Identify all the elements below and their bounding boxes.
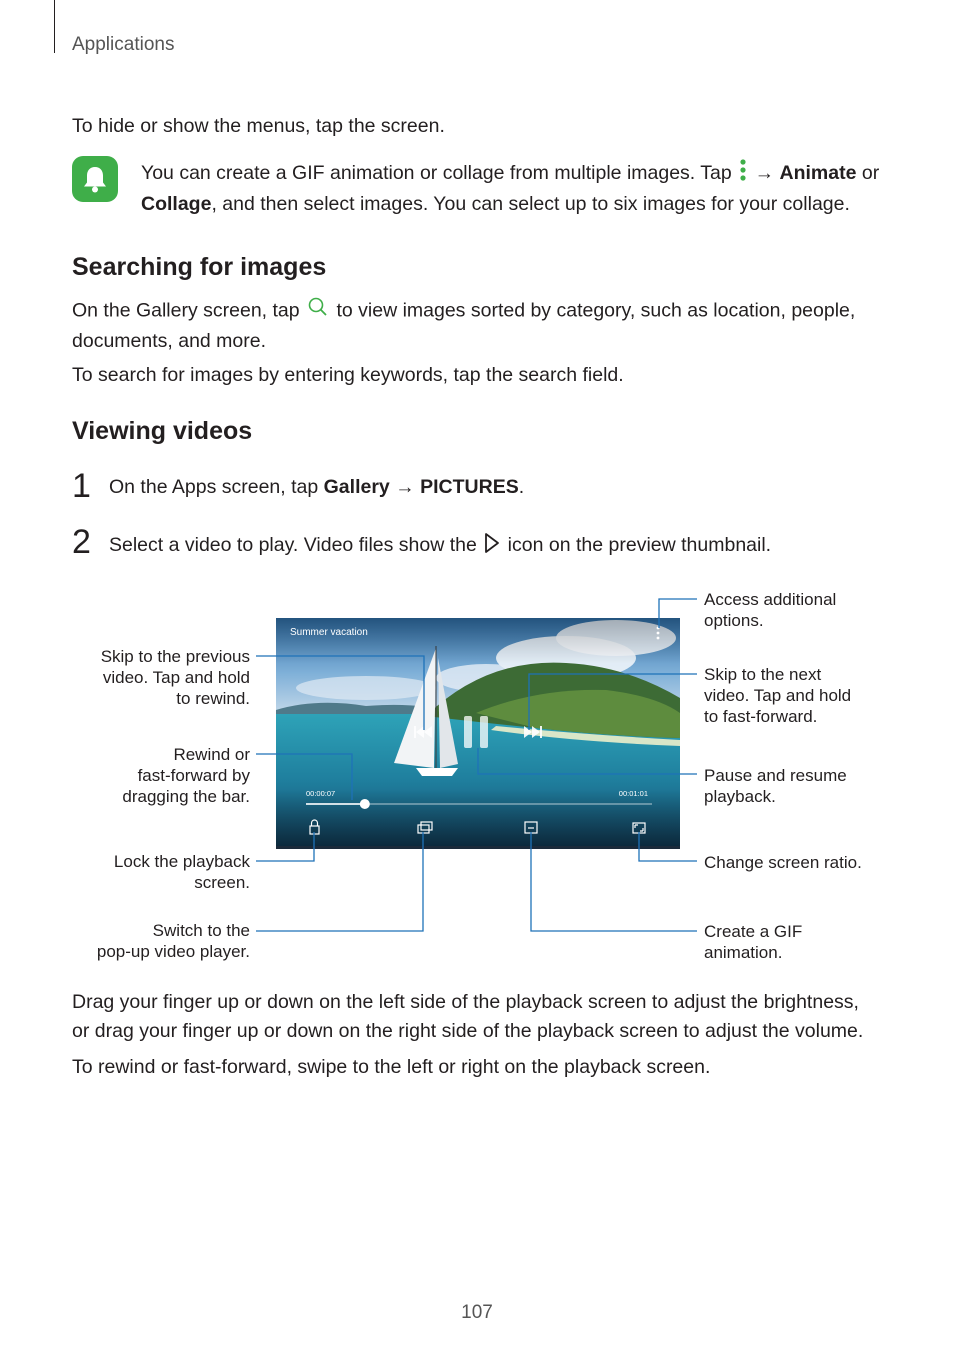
gallery-term: Gallery xyxy=(323,476,390,498)
callout-line-popup xyxy=(256,832,423,931)
callout-line-lock xyxy=(256,832,314,861)
page-number: 107 xyxy=(461,1302,493,1323)
video-title: Summer vacation xyxy=(290,627,368,638)
note-line1: You can create a GIF animation or collage from multiple images. Tap xyxy=(141,162,732,185)
callout-access-options xyxy=(704,589,904,631)
outro-paragraph-2: To rewind or fast-forward, swipe to the left or right on the playback screen. xyxy=(72,1056,711,1078)
callout-skip-previous xyxy=(50,646,250,709)
callout-screen-ratio xyxy=(704,852,924,873)
callout-line-gif xyxy=(531,832,697,931)
outro-line: or drag your finger up or down on the right side of the playback screen to adjust the volume. xyxy=(72,1020,864,1042)
arrow-text: → xyxy=(749,162,780,185)
step1-pre: On the Apps screen, tap xyxy=(109,476,324,498)
callout-gif xyxy=(704,921,904,963)
callout-line: dragging the bar. xyxy=(122,787,250,806)
step1-post: . xyxy=(518,476,525,498)
callout-line: options. xyxy=(704,611,764,630)
or-text: or xyxy=(856,162,880,185)
heading-searching-images: Searching for images xyxy=(72,253,327,281)
callout-line: to rewind. xyxy=(176,689,250,708)
callout-rewind-bar xyxy=(50,744,250,807)
step2-pre: Select a video to play. Video files show the xyxy=(109,534,477,557)
elapsed-time: 00:00:07 xyxy=(306,789,336,798)
callout-line: Create a GIF xyxy=(704,922,803,941)
callout-pause-resume xyxy=(704,765,904,807)
search-p1-line2: documents, and more. xyxy=(72,330,267,352)
callout-line-pause xyxy=(478,748,697,774)
step1-arrow: → xyxy=(389,476,421,498)
callout-line: Change screen ratio. xyxy=(704,853,862,872)
callout-line: Access additional xyxy=(704,590,837,609)
collage-term: Collage xyxy=(141,193,212,215)
callout-line-next xyxy=(529,674,697,730)
callout-skip-next xyxy=(704,664,904,727)
callout-line: Pause and resume xyxy=(704,766,847,785)
callout-line-prev xyxy=(256,656,424,730)
callout-line: Lock the playback xyxy=(113,852,250,871)
intro-paragraph: To hide or show the menus, tap the screen. xyxy=(72,115,445,137)
step-number-1: 1 xyxy=(72,467,91,505)
search-p1-pre: On the Gallery screen, tap xyxy=(72,299,300,322)
running-header: Applications xyxy=(72,34,175,55)
callout-line: Rewind or xyxy=(173,745,250,764)
callout-line-rewind xyxy=(256,754,352,800)
total-time: 00:01:01 xyxy=(618,789,648,798)
callout-line: pop-up video player. xyxy=(96,942,250,961)
callout-lock xyxy=(50,851,250,893)
callout-line: video. Tap and hold xyxy=(704,686,852,705)
search-paragraph-2: To search for images by entering keywords, tap the search field. xyxy=(72,364,624,386)
step2-post: icon on the preview thumbnail. xyxy=(502,534,772,557)
animate-term: Animate xyxy=(779,162,857,185)
callout-line: Skip to the next xyxy=(704,665,822,684)
step-number-2: 2 xyxy=(72,523,91,561)
callout-line: Skip to the previous xyxy=(100,647,250,666)
callout-line: animation. xyxy=(704,943,783,962)
callout-line: fast-forward by xyxy=(137,766,250,785)
callout-line: video. Tap and hold xyxy=(102,668,250,687)
callout-line: Switch to the xyxy=(152,921,250,940)
search-p1-post: to view images sorted by category, such as location, people, xyxy=(331,299,856,322)
callout-line: screen. xyxy=(194,873,250,892)
outro-paragraph-1 xyxy=(72,988,892,1046)
callout-line: to fast-forward. xyxy=(704,707,818,726)
callout-line-options xyxy=(659,599,697,628)
note-line2: , and then select images. You can select up to six images for your collage. xyxy=(211,193,850,215)
outro-line: Drag your finger up or down on the left side of the playback screen to adjust the brightness, xyxy=(72,991,859,1013)
callout-line-ratio xyxy=(639,832,697,861)
callout-popup-player xyxy=(50,920,250,962)
pictures-term: PICTURES xyxy=(420,476,519,498)
heading-viewing-videos: Viewing videos xyxy=(72,417,253,445)
callout-line: playback. xyxy=(704,787,776,806)
